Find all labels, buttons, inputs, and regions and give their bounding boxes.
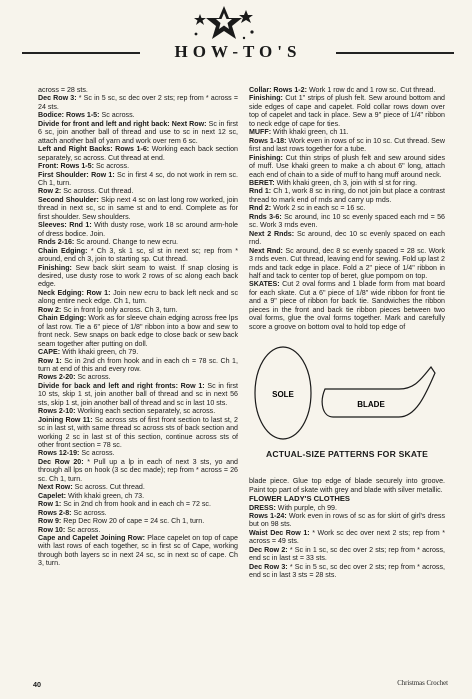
instruction-text: blade piece. Glue top edge of blade securely into groove. Paint top part of skate with grey and blade with silver metallic. <box>249 477 445 494</box>
instruction-label: Row 10: <box>38 525 66 534</box>
instruction-paragraph <box>38 120 238 145</box>
instruction-text: Place capelet on top of cape with last rows of each together, sc in first sc of Cape, working through both layers sc in next 24 sc, sc in next sc of cape. Ch 3, turn. <box>38 534 238 568</box>
page-number: 40 <box>33 680 41 689</box>
instruction-text: Sc across. <box>101 111 135 120</box>
instruction-text: Sc across. Cut thread. <box>74 483 145 492</box>
instruction-paragraph <box>38 306 238 314</box>
instruction-paragraph <box>38 221 238 238</box>
instruction-text: Sc around, dec 10 sc evenly spaced on each rnd. <box>249 229 446 247</box>
instruction-label: Rows 2-8: <box>38 508 72 517</box>
instruction-label: Row 9: <box>38 517 62 526</box>
instruction-text: With purple, ch 99. <box>277 503 337 512</box>
publication-name: Christmas Crochet <box>397 680 448 687</box>
instruction-text: Sc across. <box>73 508 107 517</box>
right-column-bottom <box>249 477 445 579</box>
instruction-text: Sew back skirt seam to waist. If snap closing is desired, use dusty rose to work 2 rows of sc along each back edge. <box>38 263 238 289</box>
instruction-text: Sc in 2nd ch from hook and in each ch = 72 sc. <box>63 500 211 509</box>
instruction-label: Finishing: <box>249 94 283 103</box>
instruction-paragraph <box>249 546 445 563</box>
instruction-paragraph <box>38 483 238 491</box>
star-logo-icon <box>188 4 260 44</box>
instruction-text: Working each section separately, sc across. <box>77 407 216 416</box>
instruction-label: BERET: <box>249 178 275 187</box>
instruction-paragraph <box>38 289 238 306</box>
instruction-label: Rows 1-18: <box>249 136 287 145</box>
instruction-text: Skip next 4 sc on last long row worked, join thread in next sc, sc in same st and to end. Complete as for first shoulder. Sew shoulders. <box>38 195 238 221</box>
instruction-paragraph <box>38 348 238 356</box>
instruction-text: Sc around. Change to new ecru. <box>76 238 178 247</box>
instruction-label: Cape and Capelet Joining Row: <box>38 534 146 543</box>
instruction-label: Dec Row 2: <box>249 545 288 554</box>
instruction-text: Sc around, inc 10 sc evenly spaced each rnd = 56 sc. Work 3 rnds even. <box>249 212 445 230</box>
instruction-paragraph <box>249 86 445 94</box>
instruction-label: Chain Edging: <box>38 246 88 255</box>
figure-caption: ACTUAL-SIZE PATTERNS FOR SKATE <box>265 448 429 459</box>
instruction-paragraph <box>38 500 238 508</box>
instruction-label: Next 2 Rnds: <box>249 229 295 238</box>
instruction-text: Work even in rows of sc in 10 sc. Cut thread. Sew first and last rows together for a tube. <box>249 136 445 154</box>
instruction-label: Collar: Rows 1-2: <box>249 86 307 94</box>
instruction-text: Sc in front lp only across. Ch 3, turn. <box>63 305 178 314</box>
instruction-text: Sc in 2nd ch from hook and in each ch = 78 sc. Ch 1, turn at end of this and every row. <box>38 356 238 373</box>
instruction-text: Sc in first 4 sc, do not work in rem sc. Ch 1, turn. <box>38 170 238 187</box>
instruction-paragraph <box>38 264 238 289</box>
instruction-paragraph <box>38 94 238 111</box>
instruction-paragraph <box>249 477 445 494</box>
instruction-label: Sleeves: Rnd 1: <box>38 221 92 230</box>
instruction-paragraph <box>38 458 238 483</box>
instruction-text: * Sc in 5 sc, sc dec over 2 sts; rep from * across, end sc in last 3 sts = 28 sts. <box>249 562 445 580</box>
left-column <box>38 86 238 568</box>
instruction-label: Finishing: <box>38 263 72 272</box>
instruction-label: Rows 1-24: <box>249 511 287 520</box>
instruction-paragraph <box>249 563 445 580</box>
instruction-label: Rnds 2-16: <box>38 238 75 247</box>
instruction-paragraph <box>38 247 238 264</box>
instruction-text: Sc across. Cut thread. <box>63 187 134 196</box>
instruction-text: Sc around, dec 8 sc evenly spaced = 28 sc. Work 3 rnds even. Cut thread, leaving end for sewing. Fold up last 2 rnds and tack edge in place. Fold a 2" piece of 1/4" ribbon in half and tack to center top of beret, glue pompom on top. <box>249 246 446 280</box>
instruction-paragraph <box>38 111 238 119</box>
instruction-label: Row 2: <box>38 305 62 314</box>
instruction-label: Finishing: <box>249 153 283 162</box>
instruction-label: Front: Rows 1-5: <box>38 162 94 171</box>
instruction-text: Rep Dec Row 20 of cape = 24 sc. Ch 1, turn. <box>63 517 205 526</box>
section-heading <box>249 495 445 503</box>
instruction-text: Sc across. <box>77 373 111 382</box>
instruction-label: Rnd 2: <box>249 204 272 213</box>
instruction-paragraph <box>38 509 238 517</box>
instruction-label: Dec Row 20: <box>38 457 84 466</box>
instruction-text: Cut thin strips of plush felt and sew around sides of muff. Use khaki green to make a ch about 6" long, attach each end of chain to a side of muff to hang muff around neck. <box>249 153 445 179</box>
instruction-paragraph <box>249 179 445 187</box>
instruction-text: * Work sc dec over next 2 sts; rep from * across = 49 sts. <box>249 528 445 546</box>
instruction-paragraph <box>249 94 445 128</box>
instruction-paragraph <box>249 137 445 154</box>
instruction-text: Cut 1" strips of plush felt. Sew around bottom and side edges of cape and capelet. Fold collar rows down over top of capelet and tack in place. Sew a 9" piece of 1/4" ribbon to neck edge of cape for ties. <box>249 94 445 128</box>
instruction-paragraph <box>249 204 445 212</box>
instruction-paragraph <box>38 526 238 534</box>
instruction-paragraph <box>38 382 238 407</box>
instruction-text: Work as for sleeve chain edging across free lps of last row. Tie a 6" piece of 1/8" ribbon into a bow and sew to front neck. Sew snaps on back edge to close back or sew back seam together after putting on doll. <box>38 314 238 348</box>
instruction-paragraph <box>249 213 445 230</box>
instruction-label: Next Row: <box>38 483 73 492</box>
instruction-label: CAPE: <box>38 348 61 357</box>
instruction-label: Dec Row 3: <box>249 562 288 571</box>
instruction-paragraph <box>38 517 238 525</box>
instruction-paragraph <box>38 373 238 381</box>
instruction-text: With dusty rose, work 18 sc around arm-hole of dress bodice. Join. <box>38 221 238 238</box>
instruction-paragraph <box>38 492 238 500</box>
instruction-paragraph <box>38 171 238 188</box>
instruction-label: First Shoulder: Row 1: <box>38 170 115 179</box>
instruction-text: Sc across. <box>95 162 130 171</box>
instruction-paragraph <box>249 512 445 529</box>
instruction-paragraph <box>38 534 238 568</box>
instruction-paragraph <box>249 187 445 204</box>
instruction-label: Rnd 1: <box>249 187 272 196</box>
sole-label: SOLE <box>272 390 294 400</box>
instruction-paragraph <box>249 504 445 512</box>
instruction-label: MUFF: <box>249 128 272 137</box>
instruction-text: Working each back section separately, sc across. Cut thread at end. <box>38 145 238 162</box>
instruction-paragraph <box>38 86 238 94</box>
instruction-label: DRESS: <box>249 503 276 512</box>
instruction-label: Next Rnd: <box>249 246 283 255</box>
instruction-label: Bodice: Rows 1-5: <box>38 111 100 120</box>
instruction-label: Rows 2-20: <box>38 373 76 382</box>
instruction-label: Row 2: <box>38 187 62 196</box>
instruction-text: With khaki green, ch 11. <box>273 128 349 137</box>
instruction-label: Row 1: <box>38 500 62 509</box>
instruction-paragraph <box>249 529 445 546</box>
instruction-text: With khaki green, ch 79. <box>62 348 139 357</box>
instruction-text: across = 28 sts. <box>38 86 88 94</box>
instruction-text: Sc in first 6 sc, join another ball of thread and use to sc in next 12 sc, attach another ball of yarn and work over rem 6 sc. <box>38 119 239 145</box>
skate-pattern-figure <box>249 335 445 475</box>
page-title: HOW-TO'S <box>22 42 454 62</box>
instruction-text: Sc across. <box>81 449 115 458</box>
instruction-paragraph <box>38 357 238 374</box>
instruction-label: Rows 2-10: <box>38 407 76 416</box>
instruction-label: Second Shoulder: <box>38 195 99 204</box>
instruction-paragraph <box>38 238 238 246</box>
instruction-text: Sc in first 10 sts, skip 1 st, join another ball of thread and sc in next 56 sts, skip 1 st, join another ball of thread and sc in last 10 sts. <box>38 381 238 407</box>
instruction-text: Join new ecru to back left neck and sc along entire neck edge. Ch 1, turn. <box>38 288 238 306</box>
instruction-paragraph <box>38 416 238 450</box>
skate-pattern-drawing <box>249 335 445 447</box>
right-column-top <box>249 86 445 331</box>
instruction-text: With khaki green, ch 3, join with sl st for ring. <box>276 178 417 187</box>
instruction-label: Chain Edging: <box>38 314 87 323</box>
instruction-label: Left and Right Backs: Rows 1-6: <box>38 145 150 154</box>
instruction-paragraph <box>38 449 238 457</box>
instruction-text: * Pull up a lp in each of next 3 sts, yo and through all lps on hook (3 sc dec made); rep from * across = 26 sc. Ch 1, turn. <box>38 457 238 483</box>
instruction-paragraph <box>38 407 238 415</box>
instruction-label: Divide for front and left and right back: Next Row: <box>38 119 207 128</box>
instruction-label: Joining Row 11: <box>38 415 93 424</box>
instruction-text: Work 2 sc in each sc = 16 sc. <box>273 204 366 213</box>
instruction-label: Rows 12-19: <box>38 449 80 458</box>
instruction-text: Cut 2 oval forms and 1 blade form from mat board for each skate. Cut a 6" piece of 1/8" wide ribbon for front tie and a 9" piece of ribbon for back tie. Sandwiches the ribbon pieces in the front and back tie ribbon pieces between two oval forms, glue the oval forms together. Mark and carefully score a groove on bottom oval to hold top edge of <box>249 280 445 331</box>
instruction-label: Divide for back and left and right fronts: Row 1: <box>38 381 205 390</box>
instruction-label: Dec Row 3: <box>38 94 77 103</box>
instruction-paragraph <box>38 162 238 170</box>
instruction-label: Row 1: <box>38 356 62 365</box>
instruction-paragraph <box>249 280 445 331</box>
instruction-paragraph <box>249 128 445 136</box>
instruction-text: * Ch 3, sk 1 sc, sl st in next sc; rep from * around, end ch 3, join to starting sp. Cut thread. <box>38 246 238 264</box>
instruction-paragraph <box>38 196 238 221</box>
instruction-text: * Sc in 1 sc, sc dec over 2 sts; rep from * across, end sc in last st = 33 sts. <box>249 545 445 563</box>
instruction-paragraph <box>249 247 445 281</box>
instruction-text: Ch 1, work 8 sc in ring, do not join but place a contrast thread to mark end of rnds and carry up rnds. <box>249 187 445 204</box>
instruction-label: SKATES: <box>249 280 280 289</box>
instruction-paragraph <box>38 145 238 162</box>
instruction-text: Work even in rows of sc as for skirt of girl's dress but on 98 sts. <box>249 511 445 529</box>
instruction-paragraph <box>38 187 238 195</box>
instruction-text: With khaki green, ch 73. <box>67 491 145 500</box>
instruction-text: Work 1 row dc and 1 row sc. Cut thread. <box>308 86 436 94</box>
instruction-label: FLOWER LADY'S CLOTHES <box>249 494 350 504</box>
instruction-paragraph <box>249 154 445 179</box>
instruction-label: Rnds 3-6: <box>249 212 282 221</box>
blade-pattern-shape <box>322 367 435 417</box>
instruction-text: Sc across. <box>67 525 101 534</box>
section-header <box>22 40 454 66</box>
instruction-text: * Sc in 5 sc, sc dec over 2 sts; rep from * across = 24 sts. <box>38 94 238 111</box>
instruction-paragraph <box>249 230 445 247</box>
instruction-text: Sc across sts of first front section to last st, 2 sc in last st, with same thread sc across sts of back section and working 2 sc in last st of this section, continue across sts of other front section = 78 sc. <box>38 415 238 450</box>
instruction-paragraph <box>38 314 238 348</box>
instruction-label: Waist Dec Row 1: <box>249 528 310 537</box>
right-column <box>249 86 445 580</box>
blade-label: BLADE <box>357 400 385 410</box>
instruction-label: Neck Edging: Row 1: <box>38 288 111 297</box>
instruction-label: Capelet: <box>38 491 66 500</box>
